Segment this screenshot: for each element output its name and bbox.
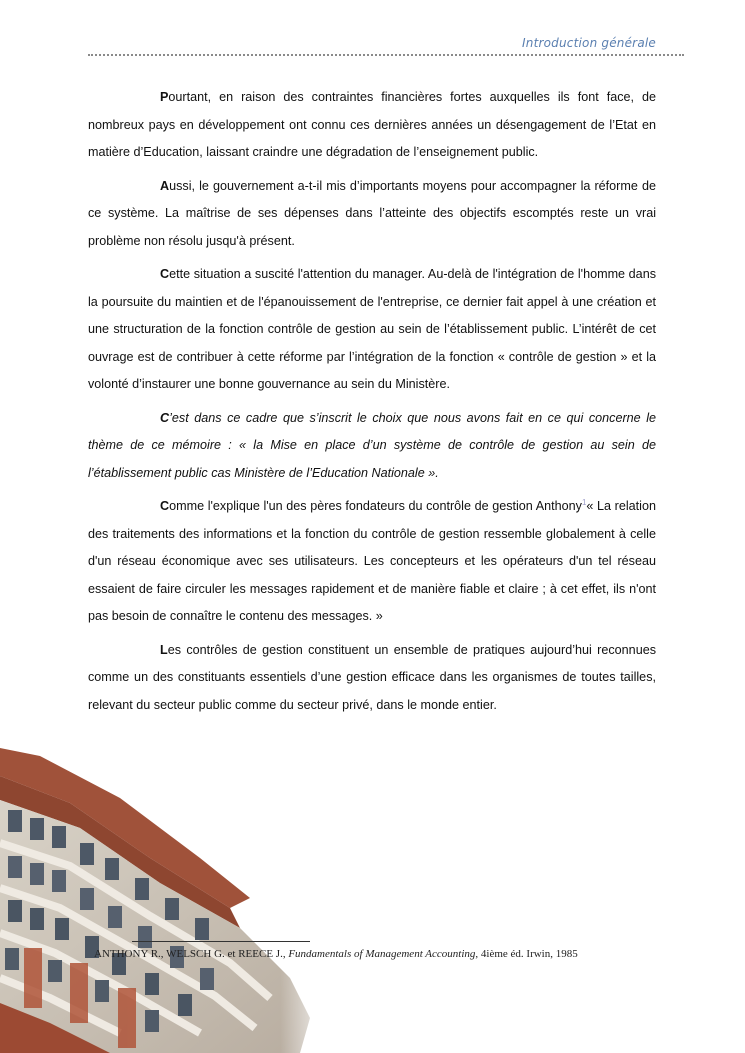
body-text: [88, 84, 656, 725]
page-header: [88, 34, 684, 56]
paragraph-4: [88, 405, 656, 488]
paragraph-5: [88, 493, 656, 631]
paragraph-3: [88, 261, 656, 399]
footnote-authors: ANTHONY R., WELSCH G. et REECE J.,: [94, 948, 289, 960]
drop-cap: C: [160, 267, 170, 281]
footnote-title: Fundamentals of Management Accounting: [288, 948, 476, 960]
paragraph-text: es contrôles de gestion constituent un ensemble de pratiques aujourd’hui reconnues comme un des constituants essentiels d’une gestion efficace dans les organismes de toutes tailles, relevant du secteur public comme du secteur privé, dans le monde entier.: [88, 642, 656, 712]
paragraph-text: omme l'explique l'un des pères fondateurs du contrôle de gestion Anthony: [169, 499, 582, 513]
drop-cap: L: [160, 642, 168, 657]
building-photo: [0, 748, 330, 1053]
paragraph-6: [88, 637, 656, 720]
footnote: [94, 948, 714, 960]
header-title: Introduction générale: [522, 36, 656, 50]
drop-cap: C: [160, 410, 170, 425]
paragraph-text: ussi, le gouvernement a-t-il mis d’importants moyens pour accompagner la réforme de ce système. La maîtrise de ses dépenses dans l’atteinte des objectifs escomptés reste un vrai problème non résolu jusqu'à présent.: [88, 178, 656, 248]
footnote-reference[interactable]: 1: [581, 497, 587, 507]
paragraph-text: ’est dans ce cadre que s’inscrit le choix que nous avons fait en ce qui concerne le thème de ce mémoire : « la Mise en place d’un système de contrôle de gestion au sein de l’établissement public cas Ministère de l’Education Nationale ».: [88, 410, 656, 480]
paragraph-text: ourtant, en raison des contraintes financières fortes auxquelles ils font face, de nombreux pays en développement ont connu ces dernières années un désengagement de l’Etat en matière d’Education, laissant craindre une dégradation de l’enseignement public.: [88, 90, 656, 159]
drop-cap: P: [160, 90, 169, 104]
paragraph-2: [88, 173, 656, 256]
paragraph-text: ette situation a suscité l'attention du manager. Au-delà de l'intégration de l'homme dans la poursuite du maintien et de l'épanouissement de l'entreprise, ce dernier fait appel à une création et une structuration de la fonction contrôle de gestion au sein de l’établissement public. L’intérêt de cet ouvrage est de contribuer à cette réforme par l’intégration de la fonction « contrôle de gestion » et la volonté d’instaurer une bonne gouvernance au sein du Ministère.: [88, 267, 656, 391]
footnote-separator: [132, 941, 310, 942]
footnote-details: , 4ième éd. Irwin, 1985: [475, 948, 578, 960]
paragraph-1: [88, 84, 656, 167]
paragraph-text: « La relation des traitements des informations et la fonction du contrôle de gestion ressemble globalement à celle d'un réseau économique avec ses utilisateurs. Les concepteurs et les opérateurs d'un tel réseau essaient de faire circuler les messages rapidement et de manière fiable et claire ; à cet effet, ils n'ont pas besoin de connaître le contenu des messages. »: [88, 499, 656, 623]
drop-cap: A: [160, 178, 170, 193]
drop-cap: C: [160, 499, 170, 513]
